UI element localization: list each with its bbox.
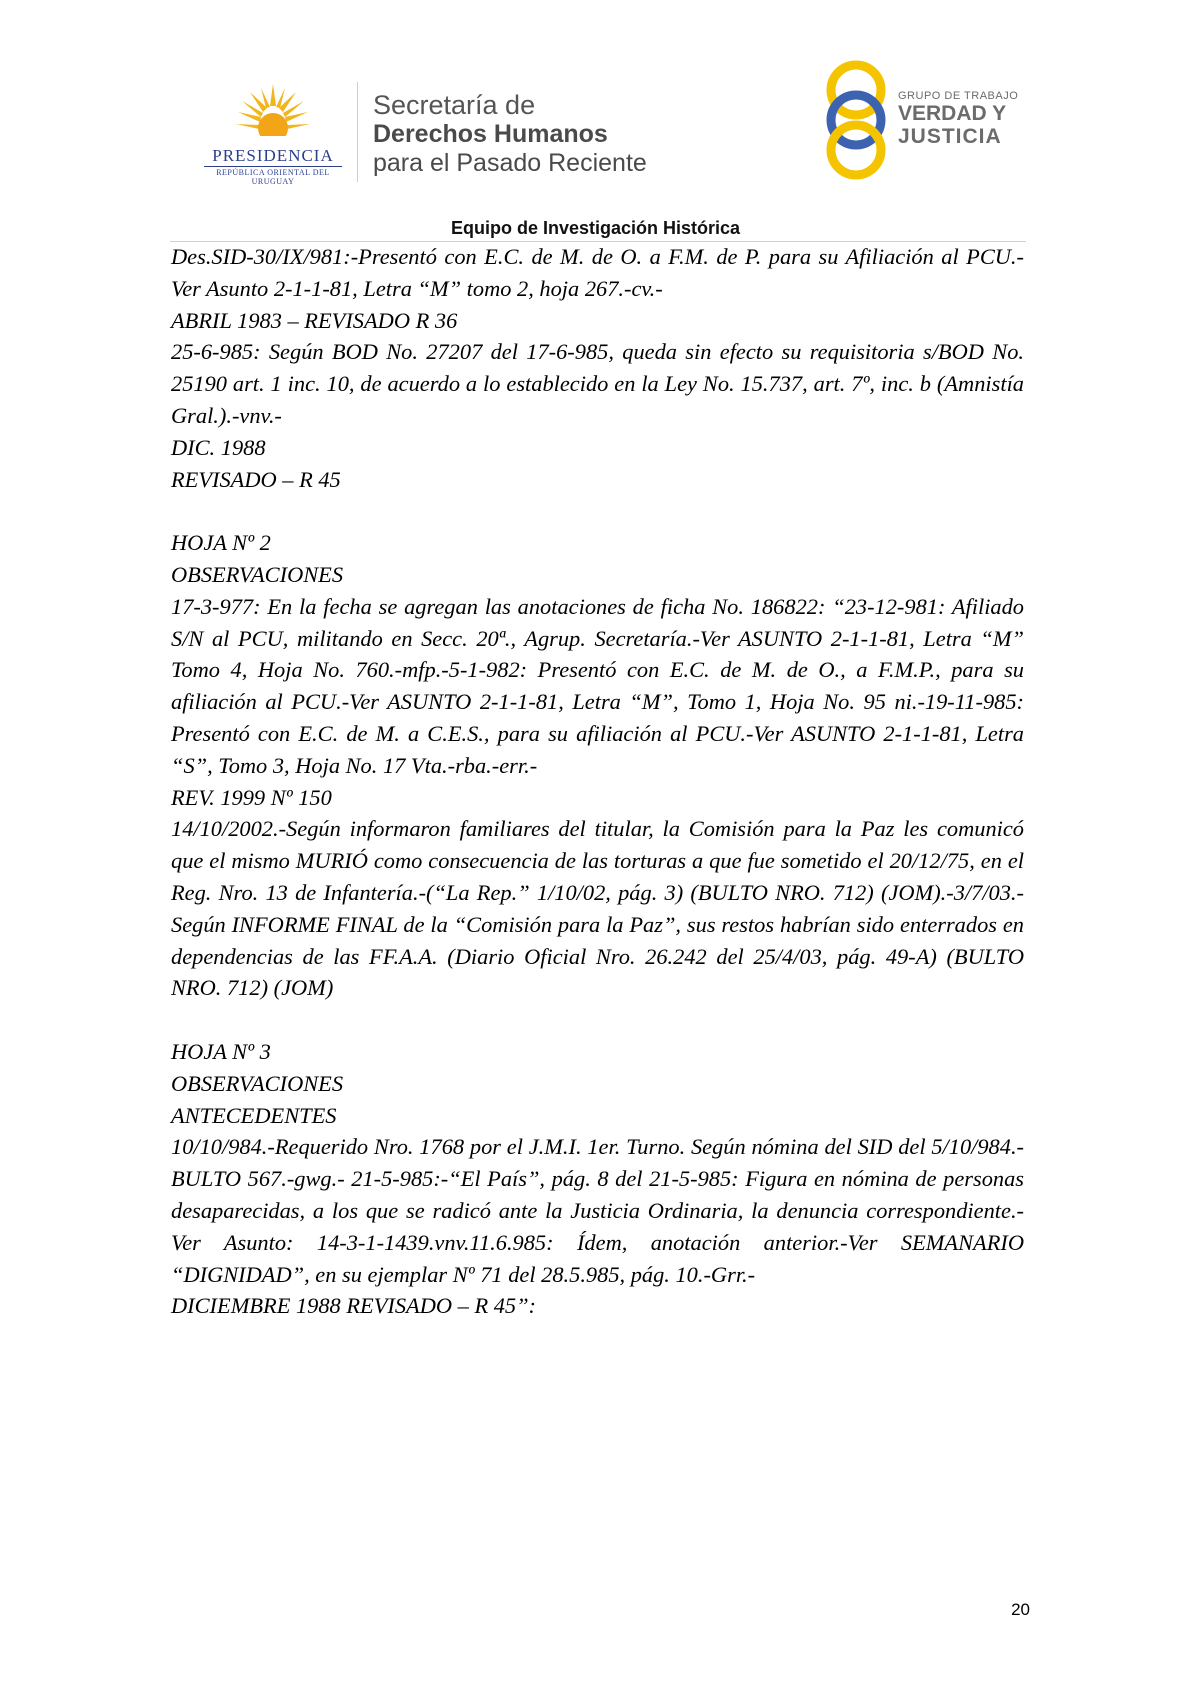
section-subheading: OBSERVACIONES xyxy=(171,561,344,587)
section-subheading: OBSERVACIONES xyxy=(171,1070,344,1096)
paragraph: DICIEMBRE 1988 REVISADO – R 45”: xyxy=(171,1293,537,1319)
vyj-line-1: GRUPO DE TRABAJO xyxy=(898,90,1019,102)
page-number: 20 xyxy=(1011,1600,1030,1619)
document-body xyxy=(171,241,1024,1322)
verdad-justicia-logo xyxy=(818,58,1048,183)
interlocked-rings-icon xyxy=(818,58,898,183)
presidencia-subtitle: REPÚBLICA ORIENTAL DEL URUGUAY xyxy=(216,168,330,186)
paragraph: 25-6-985: Según BOD No. 27207 del 17-6-985, queda sin efecto su requisitoria s/BOD No. 25190 art. 1 inc. 10, de acuerdo a lo establecido en la Ley No. 15.737, art. 7º, inc. b (Amnistía Gral.).-vnv.- xyxy=(171,339,1024,428)
team-heading: Equipo de Investigación Histórica xyxy=(450,218,741,238)
paragraph: 10/10/984.-Requerido Nro. 1768 por el J.M.I. 1er. Turno. Según nómina del SID del 5/10/984.- BULTO 567.-gwg.- 21-5-985:-“El País”, pág. 8 del 21-5-985: Figura en nómina de personas desaparecidas, a los que se radicó ante la Justicia Ordinaria, la denuncia correspondiente.-Ver Asunto: 14-3-1-1439.vnv.11.6.985: Ídem, anotación anterior.-Ver SEMANARIO “DIGNIDAD”, en su ejemplar Nº 71 del 28.5.985, pág. 10.-Grr.- xyxy=(171,1134,1024,1287)
vyj-line-3: JUSTICIA xyxy=(898,125,1002,148)
page-header xyxy=(0,0,1191,215)
vyj-line-2: VERDAD Y xyxy=(898,102,1007,125)
section-heading: HOJA Nº 3 xyxy=(171,1038,271,1064)
paragraph: 14/10/2002.-Según informaron familiares del titular, la Comisión para la Paz les comunicó que el mismo MURIÓ como consecuencia de las torturas a que fue sometido el 20/12/75, en el Reg. Nro. 13 de Infantería.-(“La Rep.” 1/10/02, pág. 3) (BULTO NRO. 712) (JOM).-3/7/03.-Según INFORME FINAL de la “Comisión para la Paz”, sus restos habrían sido enterrados en dependencias de las FF.A.A. (Diario Oficial Nro. 26.242 del 25/4/03, pág. 49-A) (BULTO NRO. 712) (JOM) xyxy=(171,816,1024,1001)
secretaria-line-3: para el Pasado Reciente xyxy=(373,149,647,177)
section-subheading: ANTECEDENTES xyxy=(171,1102,337,1128)
paragraph: REV. 1999 Nº 150 xyxy=(171,784,332,810)
blank-line xyxy=(171,1004,1024,1036)
secretaria-title xyxy=(373,90,647,178)
secretaria-line-1: Secretaría de xyxy=(373,90,536,120)
paragraph: Des.SID-30/IX/981:-Presentó con E.C. de M. de O. a F.M. de P. para su Afiliación al PCU.-Ver Asunto 2-1-1-81, Letra “M” tomo 2, hoja 267.-cv.- xyxy=(171,244,1024,301)
header-divider xyxy=(357,82,358,182)
sun-icon xyxy=(236,84,310,148)
presidencia-logo xyxy=(198,84,348,184)
presidencia-name: PRESIDENCIA xyxy=(212,146,334,165)
secretaria-line-2: Derechos Humanos xyxy=(373,120,608,148)
blank-line xyxy=(171,495,1024,527)
paragraph: ABRIL 1983 – REVISADO R 36 xyxy=(171,307,458,333)
paragraph: DIC. 1988 xyxy=(171,434,266,460)
paragraph: 17-3-977: En la fecha se agregan las anotaciones de ficha No. 186822: “23-12-981: Afiliado S/N al PCU, militando en Secc. 20ª., Agrup. Secretaría.-Ver ASUNTO 2-1-1-81, Letra “M” Tomo 4, Hoja No. 760.-mfp.-5-1-982: Presentó con E.C. de M. de O., a F.M.P., para su afiliación al PCU.-Ver ASUNTO 2-1-1-81, Letra “M”, Tomo 1, Hoja No. 95 ni.-19-11-985: Presentó con E.C. de M. a C.E.S., para su afiliación al PCU.-Ver ASUNTO 2-1-1-81, Letra “S”, Tomo 3, Hoja No. 17 Vta.-rba.-err.- xyxy=(171,593,1024,778)
paragraph: REVISADO – R 45 xyxy=(171,466,341,492)
section-heading: HOJA Nº 2 xyxy=(171,530,271,556)
presidencia-rule xyxy=(204,166,342,167)
